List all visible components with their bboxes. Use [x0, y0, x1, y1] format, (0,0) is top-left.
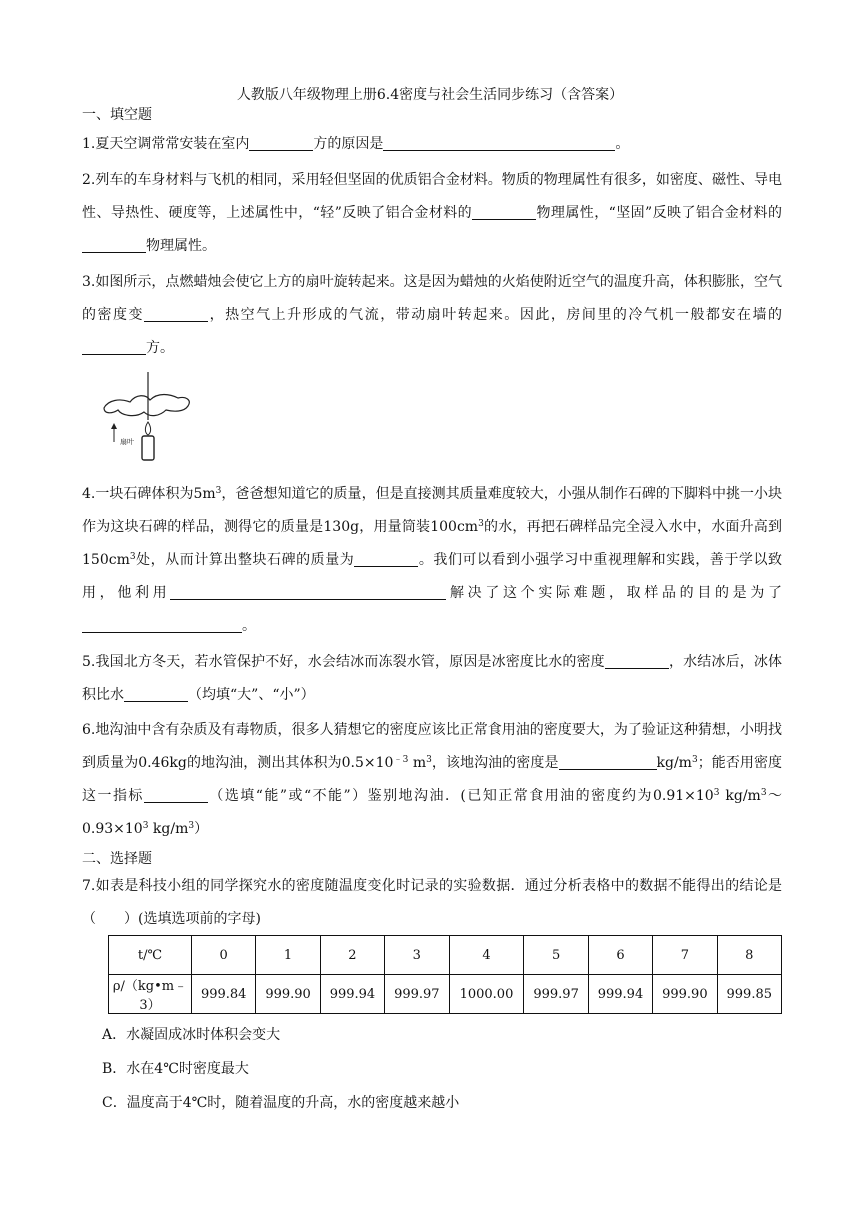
answer-blank[interactable] [354, 550, 418, 567]
option-c[interactable]: C．温度高于4℃时，随着温度的升高，水的密度越来越小 [102, 1095, 460, 1111]
option-a[interactable]: A．水凝固成冰时体积会变大 [102, 1027, 281, 1043]
table-cell: 999.94 [588, 975, 652, 1014]
figure-label: 扇叶 [120, 438, 134, 446]
answer-blank[interactable] [82, 338, 146, 355]
fan-blade-icon [104, 395, 189, 416]
candle-icon [142, 436, 154, 460]
flame-icon [145, 422, 150, 435]
question-1: 1.夏天空调常常安装在室内 方的原因是 。 [82, 136, 630, 152]
table-cell: 6 [588, 936, 652, 975]
question-3: 3.如图所示，点燃蜡烛会使它上方的扇叶旋转起来。这是因为蜡烛的火焰使附近空气的温度升高，体积膨胀，空气的密度变 ，热空气上升形成的气流，带动扇叶转起来。因此，房间里的冷气机一般都安在墙的方。 [82, 274, 783, 356]
answer-blank[interactable] [144, 305, 208, 322]
table-header-cell: t/℃ [109, 936, 192, 975]
table-cell: 0 [192, 936, 256, 975]
table-cell: 5 [524, 936, 588, 975]
table-cell: 999.90 [256, 975, 320, 1014]
table-header-cell: ρ/（kg•m﹣3） [109, 975, 192, 1014]
answer-blank[interactable] [559, 753, 657, 770]
table-cell: 999.97 [524, 975, 588, 1014]
question-7: 7.如表是科技小组的同学探究水的密度随温度变化时记录的实验数据．通过分析表格中的数据不能得出的结论是（ ）(选填选项前的字母) [82, 878, 782, 927]
question-5: 5.我国北方冬天，若水管保护不好，水会结冰而冻裂水管，原因是冰密度比水的密度 ，水结冰后，冰体积比水 （均填“大”、“小”） [82, 654, 783, 703]
density-table [108, 935, 782, 1014]
answer-blank[interactable] [170, 583, 446, 600]
table-cell: 7 [653, 936, 717, 975]
answer-blank[interactable] [144, 786, 208, 803]
answer-blank[interactable] [124, 685, 188, 702]
answer-blank[interactable] [472, 203, 536, 220]
candle-fan-figure [100, 370, 200, 465]
option-b[interactable]: B．水在4℃时密度最大 [102, 1061, 249, 1077]
table-cell: 999.94 [320, 975, 384, 1014]
table-cell: 2 [320, 936, 384, 975]
table-cell: 999.84 [192, 975, 256, 1014]
table-cell: 999.90 [653, 975, 717, 1014]
question-2: 2.列车的车身材料与飞机的相同，采用轻但坚固的优质铝合金材料。物质的物理属性有很多，如密度、磁性、导电性、导热性、硬度等，上述属性中，“轻”反映了铝合金材料的 物理属性，“坚固”反映了铝合金材料的物理属性。 [82, 172, 782, 254]
table-cell: 8 [717, 936, 781, 975]
table-row [109, 936, 782, 975]
page-title: 人教版八年级物理上册6.4密度与社会生活同步练习（含答案） [236, 87, 624, 103]
table-cell: 999.97 [385, 975, 449, 1014]
answer-blank[interactable] [82, 236, 146, 253]
question-6: 6.地沟油中含有杂质及有毒物质，很多人猜想它的密度应该比正常食用油的密度要大，为了验证这种猜想，小明找到质量为0.46kg的地沟油，测出其体积为$0.5\times 10^{﹣3}$ $m^3$，该地沟油的密度是 $kg/m^3$；能否用密度这一指标 （选填“能”或“不能”）鉴别地沟油．(已知正常食用油的密度约为$0.91\times 10^3$ $kg/m^3\sim 0.93\times 10^3$ $kg/m^3$） [82, 722, 783, 837]
section-multiple-choice: 二、选择题 [82, 851, 152, 867]
table-row [109, 975, 782, 1014]
answer-blank[interactable] [82, 616, 242, 633]
table-cell: 4 [449, 936, 524, 975]
question-4: 4.一块石碑体积为$5m^3$，爸爸想知道它的质量，但是直接测其质量难度较大，小强从制作石碑的下脚料中挑一小块作为这块石碑的样品，测得它的质量是130g，用量筒装$100cm^3$的水，再把石碑样品完全浸入水中，水面升高到$150cm^3$处，从而计算出整块石碑的质量为 。我们可以看到小强学习中重视理解和实践，善于学以致用，他利用 解决了这个实际难题，取样品的目的是为了。 [82, 486, 783, 634]
table-cell: 3 [385, 936, 449, 975]
table-cell: 1 [256, 936, 320, 975]
table-cell: 999.85 [717, 975, 781, 1014]
table-cell: 1000.00 [449, 975, 524, 1014]
answer-blank[interactable] [605, 652, 669, 669]
section-fill-in-blank: 一、填空题 [82, 107, 152, 123]
answer-blank[interactable] [383, 134, 615, 151]
answer-blank[interactable] [249, 134, 313, 151]
